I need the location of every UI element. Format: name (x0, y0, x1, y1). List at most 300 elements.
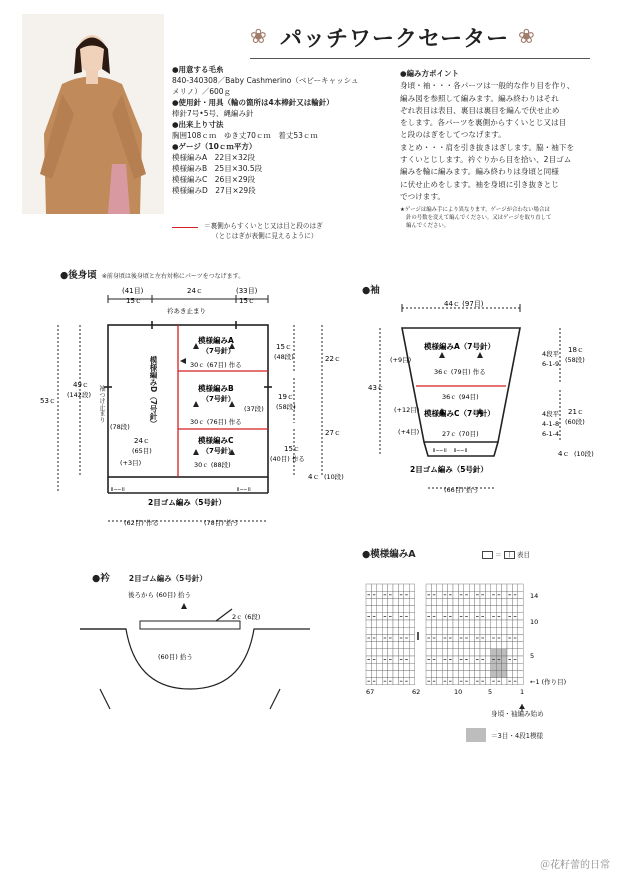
chart-cell (393, 656, 398, 663)
part-b-label: 模様編みB (198, 384, 234, 393)
chart-cell (469, 591, 474, 598)
chart-cell (393, 642, 398, 649)
points-line: すくいとじします。衿ぐりから目を拾い、2目ゴム (400, 155, 572, 165)
chart-cell (485, 663, 490, 670)
chart-cell (409, 584, 414, 591)
top-mid-dim: 24ｃ (187, 287, 203, 295)
chart-cell (426, 627, 431, 634)
sleeve-dec2: 4-1-8 (542, 420, 560, 428)
chart-cell (388, 620, 393, 627)
chart-cell (377, 584, 382, 591)
chart-cell (480, 627, 485, 634)
chart-cell (426, 598, 431, 605)
chart-cell (404, 598, 409, 605)
chart-cell (453, 634, 458, 641)
flower-icon: ❀ (518, 24, 535, 48)
chart-cell (366, 620, 371, 627)
chart-cell (382, 606, 387, 613)
chart-cell (437, 670, 442, 677)
chart-cell (377, 627, 382, 634)
points-line: 編み図を参照して編みます。編み終わりはそれ (400, 93, 559, 103)
gauge-row: 模様編みA 22目×32段 (172, 153, 256, 162)
materials-block (172, 64, 397, 196)
chart-cell (431, 584, 436, 591)
points-line: でつけます。 (400, 191, 445, 201)
chart-cell (431, 620, 436, 627)
chart-cell (512, 620, 517, 627)
chart-cell (485, 613, 490, 620)
chart-cell (409, 678, 414, 685)
h22-dim: 22ｃ (325, 355, 341, 363)
chart-cell (475, 663, 480, 670)
chart-cell (502, 678, 507, 685)
row-label: 14 (530, 592, 539, 600)
top-right-dim: 15ｃ (239, 297, 255, 305)
chart-cell (518, 606, 523, 613)
chart-cell (480, 642, 485, 649)
chart-cell (388, 606, 393, 613)
chart-cell (512, 642, 517, 649)
rib-height: 4ｃ (308, 473, 320, 481)
chart-cell (496, 627, 501, 634)
chart-cell (431, 663, 436, 670)
chart-cell (371, 584, 376, 591)
points-heading: ●編み方ポイント (400, 69, 460, 78)
chart-cell (507, 670, 512, 677)
part-b-needle: （7号針） (202, 395, 235, 403)
chart-cell (485, 634, 490, 641)
gauge-row: 模様編みB 25目×30.5段 (172, 164, 263, 173)
top-left-dim: 15ｃ (126, 297, 142, 305)
needles-line: 棒針7号•5号、縄編み針 (172, 109, 254, 118)
chart-cell (485, 627, 490, 634)
sleeve-part-c: 模様編みC（7号針） (424, 409, 495, 418)
col-label: 62 (412, 688, 421, 696)
chart-cell (409, 613, 414, 620)
chart-cell (366, 627, 371, 634)
chart-cell (502, 606, 507, 613)
chart-cell (475, 670, 480, 677)
chart-cell (437, 584, 442, 591)
chart-cell (448, 584, 453, 591)
part-a-needle: （7号針） (202, 347, 235, 355)
gauge-note: 編んでください。 (406, 223, 450, 230)
chart-cell (502, 591, 507, 598)
collar-rib: 2目ゴム編み（5号針） (128, 574, 207, 583)
part-c-needle: （7号針） (202, 447, 235, 455)
chart-cell (398, 606, 403, 613)
chart-cell (469, 606, 474, 613)
sleeve-plus12: (+12目) (394, 406, 420, 414)
chart-cell (404, 620, 409, 627)
row-label: 10 (530, 618, 539, 626)
chart-cell (393, 649, 398, 656)
chart-cell (480, 620, 485, 627)
chart-cell (442, 670, 447, 677)
chart-cell (442, 663, 447, 670)
chart-cell (448, 670, 453, 677)
chart-cell (442, 584, 447, 591)
needles-heading: ●使用針・用具（輪の箇所は4本棒針又は輪針） (172, 98, 334, 107)
chart-cell (512, 584, 517, 591)
chart-cell (502, 598, 507, 605)
chart-cell (431, 627, 436, 634)
chart-cell (469, 678, 474, 685)
chart-cell (453, 656, 458, 663)
chart-cell (404, 649, 409, 656)
chart-cell (518, 627, 523, 634)
chart-cell (464, 663, 469, 670)
chart-cell (496, 670, 501, 677)
chart-cell (458, 620, 463, 627)
sleeve-r18: 18ｃ (568, 346, 584, 354)
chart-cell (366, 670, 371, 677)
chart-cell (409, 634, 414, 641)
part-c-st: 30ｃ (88段) (194, 461, 231, 469)
empty-cell-icon (482, 551, 493, 559)
chart-cell (377, 649, 382, 656)
chart-cell (431, 649, 436, 656)
chart-cell (464, 584, 469, 591)
chart-cell (366, 606, 371, 613)
collar-diagram (80, 585, 310, 715)
chart-cell (512, 606, 517, 613)
chart-cell (475, 620, 480, 627)
chart-cell (485, 670, 490, 677)
chart-cell (507, 642, 512, 649)
sleeve-total: 43ｃ (368, 384, 384, 392)
chart-cell (475, 584, 480, 591)
chart-a-grid (362, 578, 567, 718)
chart-cell (518, 670, 523, 677)
b-right-st: (37段) (244, 405, 264, 413)
chart-cell (502, 656, 507, 663)
chart-cell (464, 642, 469, 649)
sleeve-flat4b: 4段平 (542, 410, 560, 418)
points-line: 編みを輪に編みます。編み終わりは身頃と同様 (400, 167, 559, 177)
chart-cell (404, 606, 409, 613)
bottom-right-dim: (78目) 拾う (204, 519, 239, 527)
chart-cell (464, 670, 469, 677)
chart-cell (496, 663, 501, 670)
yarn-heading: ●用意する毛糸 (172, 65, 224, 74)
chart-cell (393, 606, 398, 613)
sleeve-dec1: 6-1-9 (542, 360, 560, 368)
chart-cell (480, 649, 485, 656)
chart-cell (491, 642, 496, 649)
chart-cell (404, 627, 409, 634)
gauge-row: 模様編みD 27目×29段 (172, 186, 256, 195)
knit-stitch-icon: | (504, 551, 515, 559)
chart-cell (404, 663, 409, 670)
chart-cell (448, 649, 453, 656)
chart-cell (475, 627, 480, 634)
repeat-legend-swatch (466, 728, 486, 742)
chart-cell (453, 670, 458, 677)
col-label: 1 (520, 688, 525, 696)
part-c-label: 模様編みC (198, 436, 234, 445)
chart-cell (491, 627, 496, 634)
chart-cell (377, 598, 382, 605)
back-body-note: ※前身頃は後身頃と左右対称にパーツをつなげます。 (101, 273, 245, 280)
row-label: 5 (530, 652, 535, 660)
chart-cell (502, 620, 507, 627)
chart-cell (458, 649, 463, 656)
points-line: まとめ・・・肩を引き抜きはぎします。脇・袖下を (400, 142, 575, 152)
chart-cell (437, 649, 442, 656)
chart-cell (469, 656, 474, 663)
chart-cell (366, 649, 371, 656)
chart-cell (382, 649, 387, 656)
chart-cell (507, 663, 512, 670)
chart-cell (442, 606, 447, 613)
chart-cell (518, 678, 523, 685)
collar-heading: ●衿 (92, 573, 110, 584)
collar-back-pick: 後ろから (60目) 拾う (128, 591, 191, 599)
chart-cell (437, 591, 442, 598)
chart-cell (480, 663, 485, 670)
chart-cell (377, 642, 382, 649)
chart-cell (382, 663, 387, 670)
col-label: 67 (366, 688, 375, 696)
rib-marks: ॥‒‒॥ (236, 486, 251, 493)
chart-cell (398, 598, 403, 605)
chart-cell (458, 670, 463, 677)
chart-cell (518, 591, 523, 598)
chart-cell (453, 584, 458, 591)
sleeve-r18-rows: (58段) (565, 356, 585, 364)
chart-cell (518, 584, 523, 591)
chart-cell (485, 591, 490, 598)
finished-heading: ●出来上り寸法 (172, 120, 224, 129)
chart-cell (512, 663, 517, 670)
chart-cell (502, 627, 507, 634)
sleeve-r21: 21ｃ (568, 408, 584, 416)
chart-cell (453, 678, 458, 685)
chart-cell (464, 606, 469, 613)
chart-cell (518, 656, 523, 663)
chart-cell (431, 670, 436, 677)
chart-a-repeat: ＝3目・4段1模様 (491, 732, 544, 740)
back-body-diagram (40, 283, 370, 533)
d-width: 24ｃ (134, 437, 150, 445)
left-total-rows: (142段) (67, 391, 91, 399)
points-line: ぞれ表目は表目、裏目は裏目を編んで伏せ止め (400, 105, 560, 115)
chart-cell (480, 584, 485, 591)
points-line: をします。各パーツを裏側からすくいとじ又は目 (400, 118, 567, 128)
chart-cell (377, 606, 382, 613)
chart-cell (518, 642, 523, 649)
c-right-st: (40目) 作る (270, 455, 305, 463)
col-label: 5 (488, 688, 493, 696)
chart-cell (371, 642, 376, 649)
chart-cell (398, 663, 403, 670)
chart-cell (377, 670, 382, 677)
sleeve-dec3: 6-1-4 (542, 430, 560, 438)
chart-cell (377, 591, 382, 598)
chart-a-legend: ＝ | 表目 (482, 550, 530, 560)
chart-cell (377, 678, 382, 685)
gauge-row: 模様編みC 26目×29段 (172, 175, 256, 184)
sleeve-rib-label: 2目ゴム編み（5号針） (410, 465, 488, 474)
chart-cell (377, 634, 382, 641)
chart-cell (409, 663, 414, 670)
chart-cell (491, 670, 496, 677)
chart-cell (426, 606, 431, 613)
chart-cell (518, 620, 523, 627)
chart-cell (512, 627, 517, 634)
chart-cell (431, 606, 436, 613)
chart-cell (464, 620, 469, 627)
chart-cell (469, 670, 474, 677)
chart-cell (475, 606, 480, 613)
chart-cell (512, 598, 517, 605)
chart-cell (382, 627, 387, 634)
chart-cell (366, 663, 371, 670)
gauge-note: 針の号数を変えて編んでください。又はゲージを取り直して (406, 215, 552, 222)
chart-cell (442, 627, 447, 634)
chart-cell (371, 663, 376, 670)
chart-cell (518, 613, 523, 620)
rib-rows: (10段) (324, 473, 344, 481)
yarn-line: 840-340308／Baby Cashmerino（ベビーキャッシュ (172, 76, 359, 85)
chart-cell (431, 642, 436, 649)
chart-cell (437, 606, 442, 613)
watermark: ＠花籽蕾的日常 (540, 860, 610, 871)
chart-cell (398, 649, 403, 656)
part-a-st: 30ｃ (67目) 作る (190, 361, 242, 369)
sleeve-part-a: 模様編みA（7号針） (424, 342, 496, 351)
chart-cell (371, 670, 376, 677)
chart-cell (485, 649, 490, 656)
chart-cell (469, 627, 474, 634)
chart-cell (502, 670, 507, 677)
rib-marks: ॥‒‒॥ ॥‒‒॥ (432, 447, 468, 454)
sleeve-pick: (66目) 拾う (444, 486, 479, 494)
chart-cell (502, 634, 507, 641)
outer-total-dim: 53ｃ (40, 397, 56, 405)
chart-cell (409, 627, 414, 634)
chart-cell (512, 649, 517, 656)
chart-cell (382, 620, 387, 627)
chart-cell (393, 613, 398, 620)
b-right-dim: 19ｃ (278, 393, 294, 401)
chart-cell (502, 649, 507, 656)
chart-cell (409, 591, 414, 598)
sleeve-c-st: 36ｃ (94目) (442, 393, 479, 401)
chart-cell (502, 663, 507, 670)
sleeve-plus9: (+9目) (390, 356, 412, 364)
chart-cell (377, 656, 382, 663)
points-line: 身頃・袖・・・各パーツは一般的な作り目を作り、 (400, 81, 575, 91)
chart-cell (393, 678, 398, 685)
points-line: に伏せ止めをします。袖を身頃に引き抜きとじ (400, 179, 559, 189)
chart-cell (512, 670, 517, 677)
chart-cell (393, 634, 398, 641)
part-a-label: 模様編みA (198, 336, 234, 345)
points-body (400, 80, 600, 203)
chart-cell (507, 649, 512, 656)
chart-cell (475, 598, 480, 605)
chart-cell (496, 598, 501, 605)
sleeve-rib-h: 4ｃ (558, 450, 570, 458)
chart-cell (377, 613, 382, 620)
a-right-rows: (48段) (274, 353, 294, 361)
chart-cell (491, 584, 496, 591)
chart-cell (409, 620, 414, 627)
chart-cell (480, 670, 485, 677)
sleeve-plus4: (+4目) (398, 428, 420, 436)
chart-cell (491, 620, 496, 627)
chart-cell (404, 642, 409, 649)
chart-cell (409, 649, 414, 656)
chart-cell (453, 606, 458, 613)
chart-cell (469, 649, 474, 656)
chart-cell (382, 598, 387, 605)
chart-cell (458, 584, 463, 591)
collar-heading-row (92, 566, 207, 585)
chart-cell (437, 613, 442, 620)
row-label: ←1 (作り目) (530, 678, 567, 686)
gauge-note: ★ゲージは編み手により異なります。ゲージが合わない場合は (400, 207, 550, 214)
chart-cell (496, 584, 501, 591)
chart-cell (491, 663, 496, 670)
chart-cell (371, 649, 376, 656)
chart-cell (507, 598, 512, 605)
chart-cell (388, 584, 393, 591)
d-plus: (+3目) (120, 459, 142, 467)
chart-cell (458, 642, 463, 649)
chart-cell (409, 642, 414, 649)
chart-cell (371, 606, 376, 613)
chart-cell (442, 642, 447, 649)
chart-cell (437, 663, 442, 670)
chart-cell (393, 584, 398, 591)
chart-cell (453, 649, 458, 656)
chart-cell (458, 606, 463, 613)
chart-cell (464, 598, 469, 605)
title-rule (250, 58, 590, 59)
chart-cell (507, 627, 512, 634)
chart-cell (426, 584, 431, 591)
chart-cell (371, 620, 376, 627)
chart-cell (398, 627, 403, 634)
bottom-left-dim: (62目) 作る (124, 519, 159, 527)
chart-cell (502, 584, 507, 591)
chart-cell (496, 620, 501, 627)
chart-cell (426, 670, 431, 677)
sleeve-join-label: 袖つけ止まり (98, 385, 105, 423)
gauge-heading: ●ゲージ（10ｃｍ平方） (172, 142, 257, 151)
finished-line: 胸囲108ｃｍ ゆき丈70ｃｍ 着丈53ｃｍ (172, 131, 318, 140)
page-title: パッチワークセーター (280, 27, 510, 52)
chart-cell (409, 670, 414, 677)
chart-cell (448, 620, 453, 627)
chart-cell (485, 606, 490, 613)
sleeve-top: 44ｃ (97目) (444, 300, 484, 308)
back-body-heading-row (60, 263, 244, 282)
knitting-points (400, 68, 600, 230)
chart-cell (393, 670, 398, 677)
chart-cell (426, 642, 431, 649)
part-b-st: 30ｃ (76目) 作る (190, 418, 242, 426)
chart-cell (491, 606, 496, 613)
rib-label: 2目ゴム編み（5号針） (148, 498, 226, 507)
chart-cell (366, 584, 371, 591)
chart-cell (453, 591, 458, 598)
part-d-label: 模様編みD（7号針） (149, 356, 158, 428)
chart-cell (518, 634, 523, 641)
